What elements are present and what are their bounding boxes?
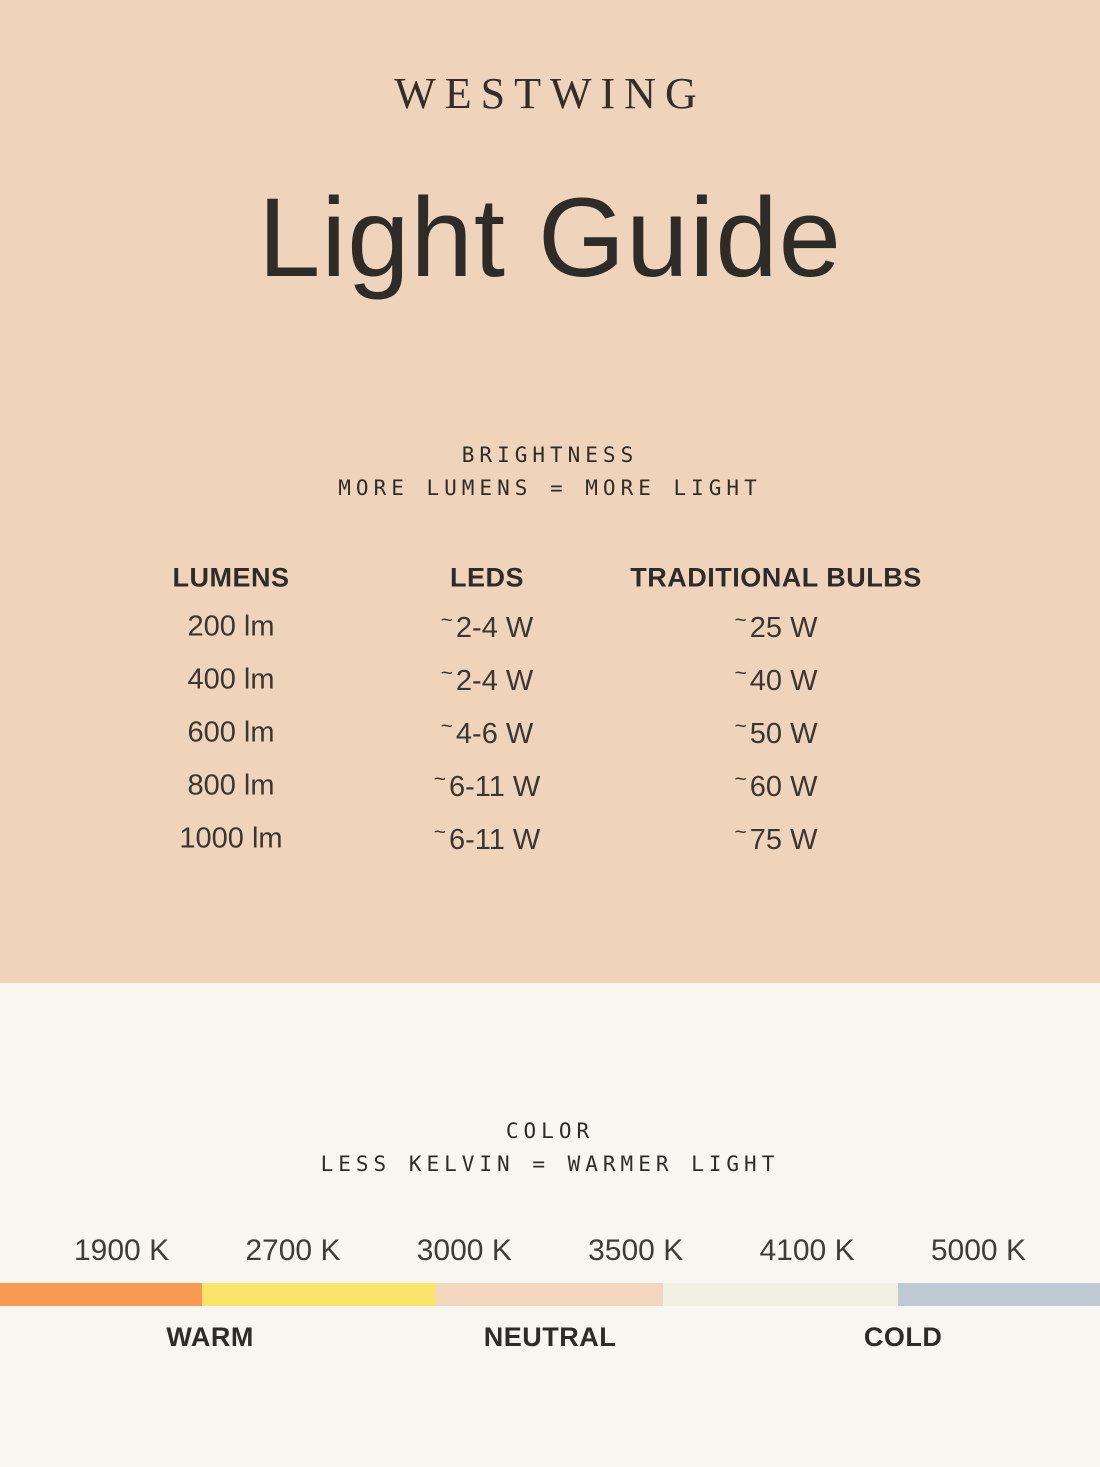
color-section (0, 983, 1100, 1467)
table-row (0, 707, 1100, 760)
approx-symbol: ~ (734, 609, 747, 633)
bulb-wattage (735, 715, 818, 751)
approx-symbol: ~ (440, 609, 453, 633)
brightness-subheading: MORE LUMENS = MORE LIGHT (338, 475, 762, 500)
lumens-value: 800 lm (187, 769, 275, 802)
westwing-logo: WESTWING (394, 69, 706, 118)
kelvin-labels-row (0, 1233, 1100, 1269)
bulb-wattage-value: 50 W (749, 718, 818, 751)
approx-symbol: ~ (734, 821, 747, 845)
color-subtitle-block (0, 1115, 1100, 1181)
temperature-labels-row (0, 1322, 1100, 1362)
header-leds: LEDS (449, 562, 525, 593)
temperature-label-neutral: NEUTRAL (483, 1322, 617, 1352)
approx-symbol: ~ (433, 821, 446, 845)
bulb-wattage (735, 768, 818, 804)
kelvin-label: 2700 K (245, 1234, 341, 1267)
scale-segment-neutral-peach (436, 1283, 664, 1306)
lumens-value: 400 lm (187, 663, 275, 696)
brightness-subtitle-block (0, 439, 1100, 505)
kelvin-label: 3000 K (416, 1234, 512, 1267)
approx-symbol: ~ (433, 768, 446, 792)
bulb-wattage-value: 75 W (749, 824, 818, 857)
led-wattage-value: 6-11 W (448, 824, 541, 857)
led-wattage-value: 4-6 W (455, 718, 534, 751)
table-row (0, 601, 1100, 654)
kelvin-label: 5000 K (930, 1234, 1026, 1267)
led-wattage (434, 821, 541, 857)
led-wattage-value: 2-4 W (455, 612, 534, 645)
scale-segment-warm-yellow (202, 1283, 435, 1306)
lumens-value: 1000 lm (179, 822, 283, 855)
color-heading: COLOR (505, 1119, 595, 1143)
bulb-wattage (735, 609, 818, 645)
bulb-wattage-value: 60 W (749, 771, 818, 804)
approx-symbol: ~ (734, 768, 747, 792)
table-row (0, 760, 1100, 813)
brightness-heading: BRIGHTNESS (461, 442, 639, 467)
led-wattage (441, 715, 534, 751)
lumens-value: 600 lm (187, 716, 275, 749)
bulb-wattage-value: 25 W (749, 612, 818, 645)
table-row (0, 654, 1100, 707)
brightness-table (0, 555, 1100, 866)
approx-symbol: ~ (440, 662, 453, 686)
table-row (0, 813, 1100, 866)
scale-segment-neutral-cream (663, 1283, 897, 1306)
kelvin-label: 4100 K (759, 1234, 855, 1267)
bulb-wattage (735, 662, 818, 698)
kelvin-label: 1900 K (74, 1234, 170, 1267)
lumens-value: 200 lm (187, 610, 275, 643)
approx-symbol: ~ (734, 662, 747, 686)
scale-segment-warm-orange (0, 1283, 202, 1306)
led-wattage (441, 609, 534, 645)
header-traditional-bulbs: TRADITIONAL BULBS (630, 562, 922, 593)
color-temperature-scale-bar (0, 1283, 1100, 1306)
temperature-label-cold: COLD (863, 1322, 943, 1352)
scale-segment-cold-blue (898, 1283, 1100, 1306)
kelvin-label: 3500 K (588, 1234, 684, 1267)
approx-symbol: ~ (440, 715, 453, 739)
header-lumens: LUMENS (172, 562, 290, 593)
approx-symbol: ~ (734, 715, 747, 739)
table-header-row (0, 555, 1100, 601)
bulb-wattage-value: 40 W (749, 665, 818, 698)
bulb-wattage (735, 821, 818, 857)
led-wattage (441, 662, 534, 698)
led-wattage-value: 2-4 W (455, 665, 534, 698)
led-wattage-value: 6-11 W (448, 771, 541, 804)
color-subheading: LESS KELVIN = WARMER LIGHT (320, 1152, 780, 1176)
temperature-label-warm: WARM (166, 1322, 254, 1352)
page-title: Light Guide (258, 175, 842, 301)
led-wattage (434, 768, 541, 804)
